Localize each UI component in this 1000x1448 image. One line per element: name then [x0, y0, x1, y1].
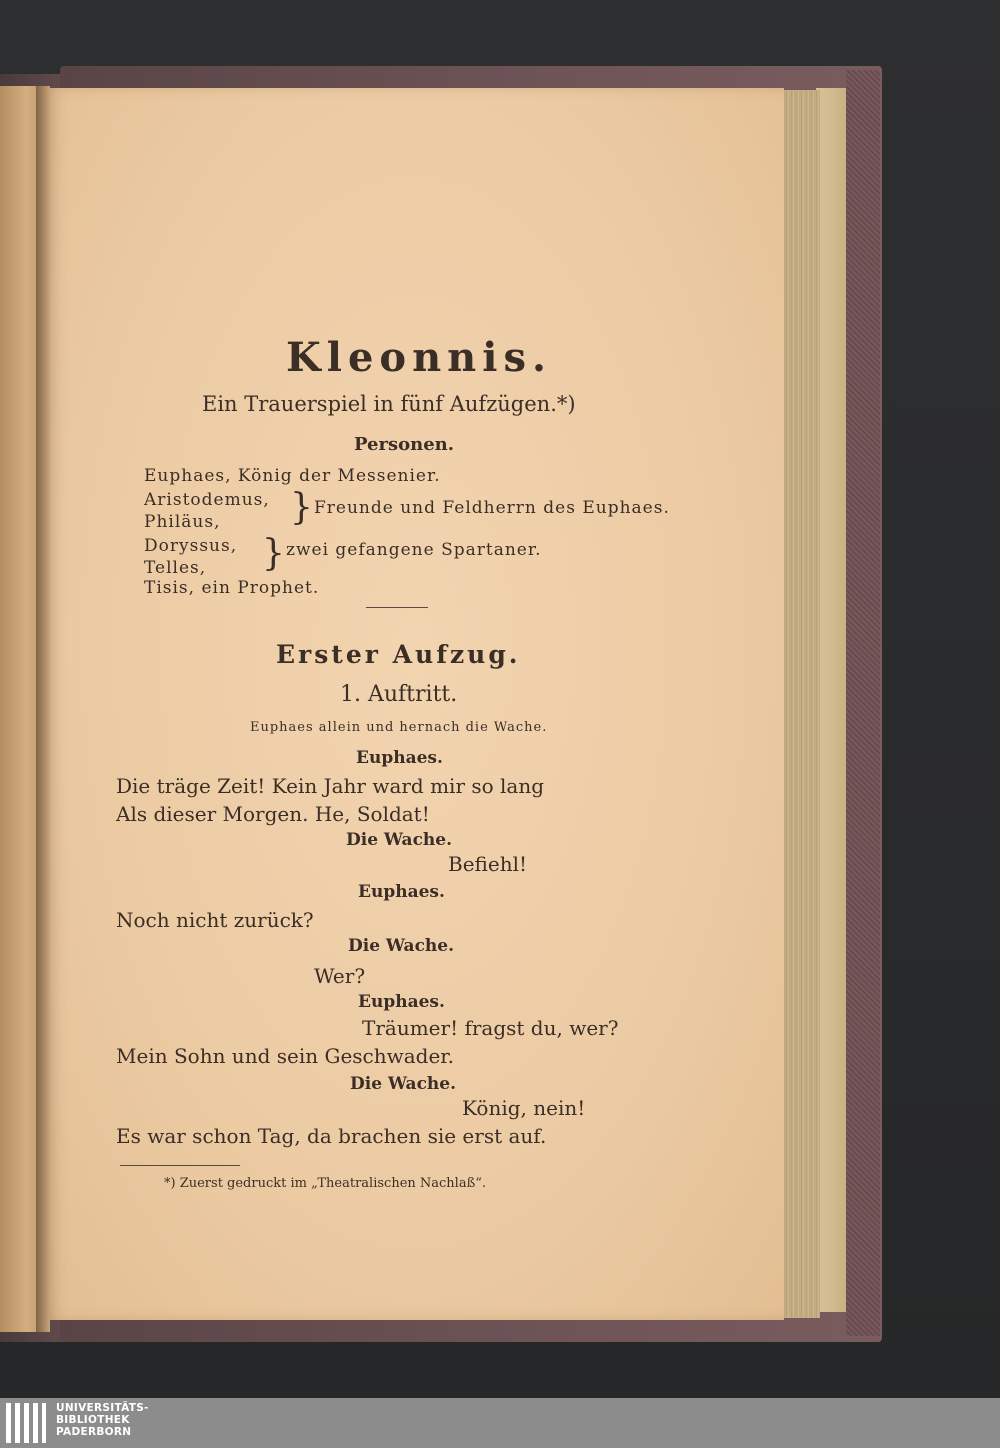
- cast-philaeus: Philäus,: [144, 512, 221, 532]
- cast-telles: Telles,: [144, 558, 207, 578]
- page-stack-outer: [816, 88, 846, 1312]
- library-name-line3: PADERBORN: [56, 1426, 132, 1438]
- cast-friends-desc: Freunde und Feldherrn des Euphaes.: [314, 498, 670, 518]
- footnote: *) Zuerst gedruckt im „Theatralischen Nachlaß“.: [164, 1176, 487, 1191]
- speaker-euphaes: Euphaes.: [358, 992, 445, 1012]
- speaker-wache: Die Wache.: [348, 936, 455, 956]
- page-gutter: [36, 86, 50, 1332]
- brace-friends: }: [290, 487, 313, 528]
- library-name: [56, 1402, 149, 1438]
- dialogue-line: Die träge Zeit! Kein Jahr ward mir so lang: [116, 774, 545, 798]
- cast-tisis: Tisis, ein Prophet.: [144, 578, 320, 598]
- act-title: Erster Aufzug.: [276, 640, 521, 669]
- library-name-line1: UNIVERSITÄTS-: [56, 1402, 149, 1414]
- section-divider: [366, 607, 428, 608]
- cover-edge: [846, 70, 880, 1336]
- speaker-euphaes: Euphaes.: [358, 882, 445, 902]
- stage-direction: Euphaes allein und hernach die Wache.: [250, 720, 548, 735]
- speaker-wache: Die Wache.: [350, 1074, 457, 1094]
- dialogue-line: Es war schon Tag, da brachen sie erst auf.: [116, 1124, 547, 1148]
- dialogue-line: Wer?: [314, 964, 366, 988]
- footnote-rule: [120, 1165, 240, 1166]
- dialogue-line: König, nein!: [462, 1096, 586, 1120]
- library-name-line2: BIBLIOTHEK: [56, 1414, 130, 1426]
- speaker-euphaes: Euphaes.: [356, 748, 443, 768]
- cast-captives-desc: zwei gefangene Spartaner.: [286, 540, 542, 560]
- dialogue-line: Träumer! fragst du, wer?: [362, 1016, 619, 1040]
- cast-aristodemus: Aristodemus,: [144, 490, 270, 510]
- library-logo-icon: [6, 1403, 50, 1443]
- dialogue-line: Noch nicht zurück?: [116, 908, 314, 932]
- dialogue-line: Befiehl!: [448, 852, 528, 876]
- play-title: Kleonnis.: [286, 334, 552, 381]
- scene-title: 1. Auftritt.: [340, 682, 458, 707]
- library-banner: [0, 1398, 1000, 1448]
- personen-heading: Personen.: [354, 434, 455, 455]
- speaker-wache: Die Wache.: [346, 830, 453, 850]
- brace-captives: }: [262, 533, 285, 574]
- dialogue-line: Als dieser Morgen. He, Soldat!: [116, 802, 430, 826]
- cast-euphaes: Euphaes, König der Messenier.: [144, 466, 441, 486]
- cast-doryssus: Doryssus,: [144, 536, 238, 556]
- play-subtitle: Ein Trauerspiel in fünf Aufzügen.*): [202, 392, 576, 416]
- dialogue-line: Mein Sohn und sein Geschwader.: [116, 1044, 455, 1068]
